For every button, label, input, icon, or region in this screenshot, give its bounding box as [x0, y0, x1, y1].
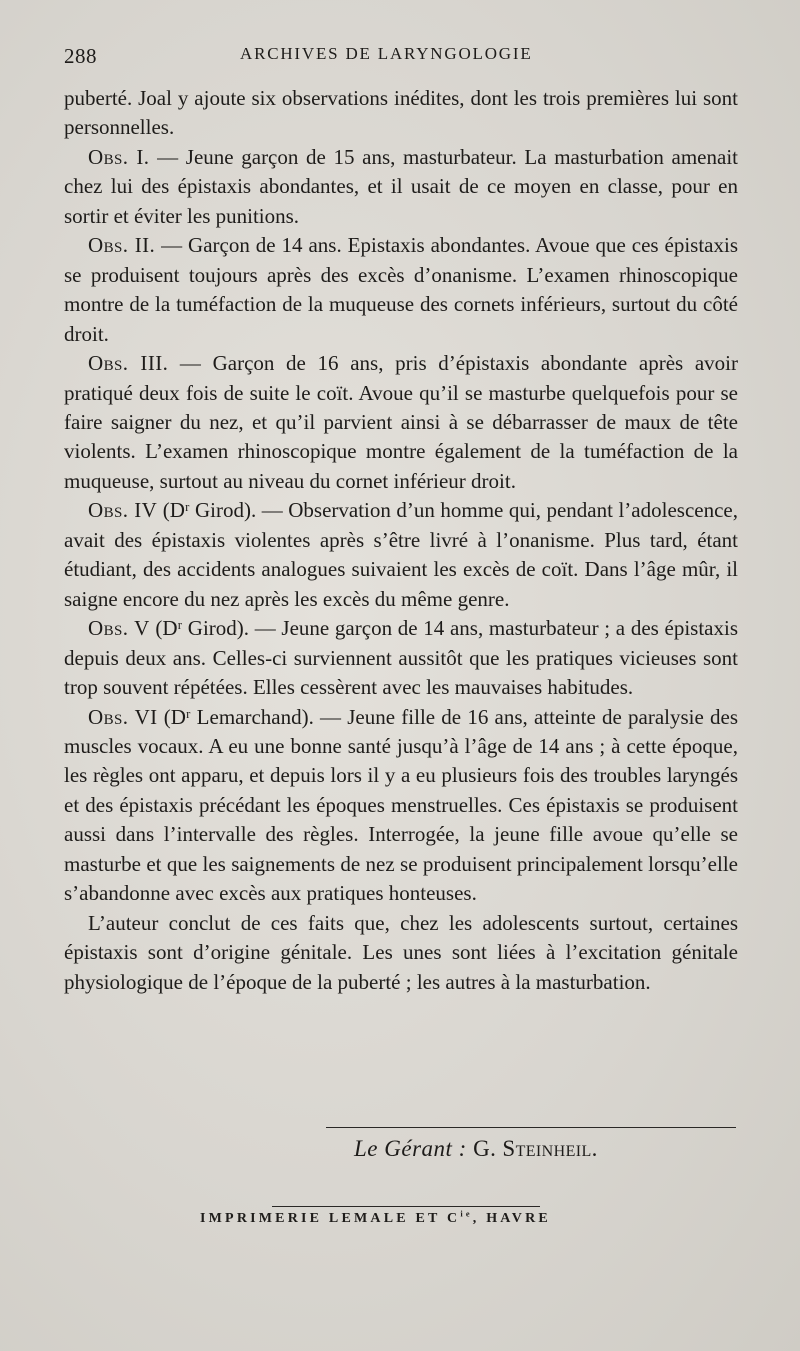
- paragraph-text: puberté. Joal y ajoute six observations inédites, dont les trois premières lui sont personnelles.: [64, 86, 738, 140]
- imprint-superscript: ie: [460, 1209, 473, 1219]
- paragraph-text: (Dʳ Girod). — Observation d’un homme qui, pendant l’adolescence, avait des épistaxis violentes après s’être livré à l’onanisme. Plus tard, étant étudiant, des accidents analogues suivaient les excès de coït. Dans l’âge mûr, il saigne encore du nez après les excès du même genre.: [64, 498, 738, 611]
- paragraph-obs-3: [64, 349, 738, 496]
- observation-label: Obs. II.: [88, 233, 156, 258]
- signature-role: Le Gérant :: [354, 1136, 467, 1161]
- paragraph-obs-5: [64, 614, 738, 702]
- paragraph-text: — Garçon de 14 ans. Epistaxis abondantes. Avoue que ces épistaxis se produisent toujours après des excès d’onanisme. L’examen rhinoscopique montre de la tuméfaction de la muqueuse des cornets inférieurs, surtout du côté droit.: [64, 233, 738, 346]
- observation-label: Obs. IV: [88, 498, 158, 523]
- paragraph-obs-2: [64, 231, 738, 349]
- signature-name: G. Steinheil.: [473, 1136, 598, 1161]
- page-number: 288: [64, 44, 97, 68]
- paragraph-obs-1: [64, 143, 738, 231]
- observation-label: Obs. III.: [88, 351, 169, 376]
- paragraph-obs-4: [64, 496, 738, 614]
- page-header: [64, 38, 736, 78]
- imprint-rule: [272, 1206, 540, 1207]
- paragraph-text: L’auteur conclut de ces faits que, chez les adolescents surtout, certaines épistaxis sont d’origine génitale. Les unes sont liées à l’excitation génitale physiologique de l’époque de la puberté ; les autres à la masturbation.: [64, 910, 738, 994]
- body-text: [64, 84, 738, 997]
- imprint-text: IMPRIMERIE LEMALE ET C: [200, 1211, 461, 1226]
- signature-line: [354, 1136, 598, 1162]
- signature-rule: [326, 1127, 736, 1128]
- paragraph-conclusion: [64, 909, 738, 997]
- paragraph-text: — Garçon de 16 ans, pris d’épistaxis abondante après avoir pratiqué deux fois de suite le coït. Avoue qu’il se masturbe quelquefois pour se faire saigner du nez, et qu’il parvient ainsi à se débarrasser de maux de tête violents. L’examen rhinoscopique montre également de la tuméfaction de la muqueuse, surtout au niveau du cornet inférieur droit.: [64, 351, 738, 493]
- observation-label: Obs. VI: [88, 704, 158, 729]
- printer-imprint: [200, 1211, 551, 1227]
- paragraph-obs-6: [64, 703, 738, 909]
- paragraph-text: (Dʳ Girod). — Jeune garçon de 14 ans, masturbateur ; a des épistaxis depuis deux ans. Celles-ci surviennent aussitôt que les pratiques vicieuses sont trop souvent répétées. Elles cessèrent avec les mauvaises habitudes.: [64, 616, 739, 700]
- observation-label: Obs. V: [88, 616, 150, 641]
- running-title: ARCHIVES DE LARYNGOLOGIE: [240, 44, 533, 63]
- paragraph-text: — Jeune garçon de 15 ans, masturbateur. La masturbation amenait chez lui des épistaxis abondantes, et il usait de ce moyen en classe, pour en sortir et éviter les punitions.: [64, 144, 738, 228]
- paragraph-intro: [64, 84, 738, 143]
- paragraph-text: (Dʳ Lemarchand). — Jeune fille de 16 ans, atteinte de paralysie des muscles vocaux. A eu une bonne santé jusqu’à l’âge de 14 ans ; à cette époque, les règles ont apparu, et depuis lors il y a eu plusieurs fois des troubles laryngés et des épistaxis précédant les époques menstruelles. Ces épistaxis se produisent aussi dans l’intervalle des règles. Interrogée, la jeune fille avoue qu’elle se masturbe et que les saignements de nez se produisent principalement lorsqu’elle s’abandonne avec excès aux pratiques honteuses.: [64, 704, 738, 906]
- imprint-text-end: , HAVRE: [472, 1211, 551, 1226]
- observation-label: Obs. I.: [88, 144, 150, 169]
